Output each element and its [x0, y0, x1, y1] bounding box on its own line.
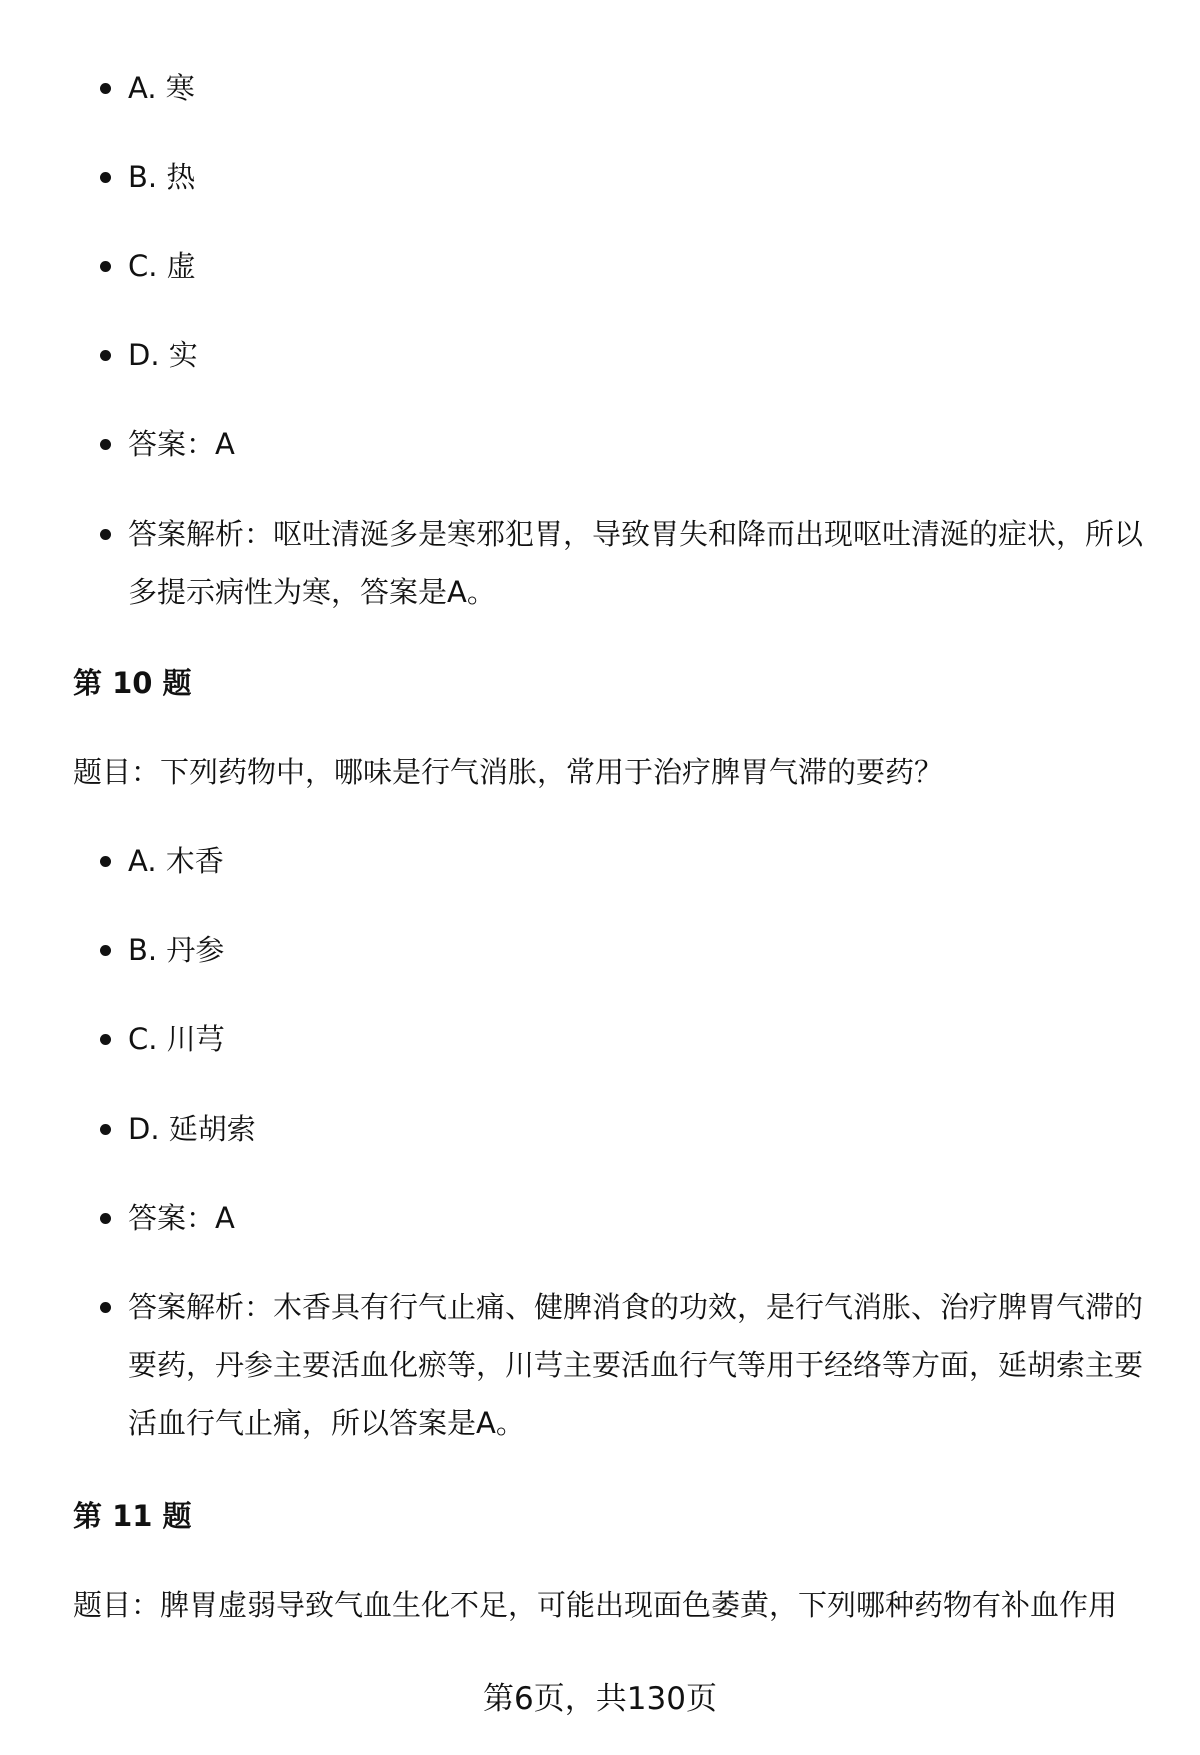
- list-item: A. 木香: [128, 832, 1148, 890]
- question-heading: 第 10 题: [73, 666, 192, 700]
- list-item: A. 寒: [128, 59, 1148, 117]
- answer-item: 答案：A: [128, 415, 1148, 473]
- question-heading: 第 11 题: [73, 1499, 192, 1533]
- list-item: C. 川芎: [128, 1010, 1148, 1068]
- list-item: B. 丹参: [128, 921, 1148, 979]
- list-item: D. 实: [128, 326, 1148, 384]
- list-item: D. 延胡索: [128, 1100, 1148, 1158]
- analysis-item: 答案解析：呕吐清涎多是寒邪犯胃，导致胃失和降而出现呕吐清涎的症状，所以多提示病性为寒，答案是A。: [128, 505, 1148, 621]
- analysis-item: 答案解析：木香具有行气止痛、健脾消食的功效，是行气消胀、治疗脾胃气滞的要药，丹参主要活血化瘀等，川芎主要活血行气等用于经络等方面，延胡索主要活血行气止痛，所以答案是A。: [128, 1278, 1148, 1452]
- list-item: C. 虚: [128, 237, 1148, 295]
- question-stem: 题目：脾胃虚弱导致气血生化不足，可能出现面色萎黄，下列哪种药物有补血作用: [73, 1588, 1118, 1622]
- answer-item: 答案：A: [128, 1189, 1148, 1247]
- list-item: B. 热: [128, 148, 1148, 206]
- page-number: 第6页，共130页: [483, 1681, 717, 1717]
- question-stem: 题目：下列药物中，哪味是行气消胀，常用于治疗脾胃气滞的要药？: [73, 755, 944, 789]
